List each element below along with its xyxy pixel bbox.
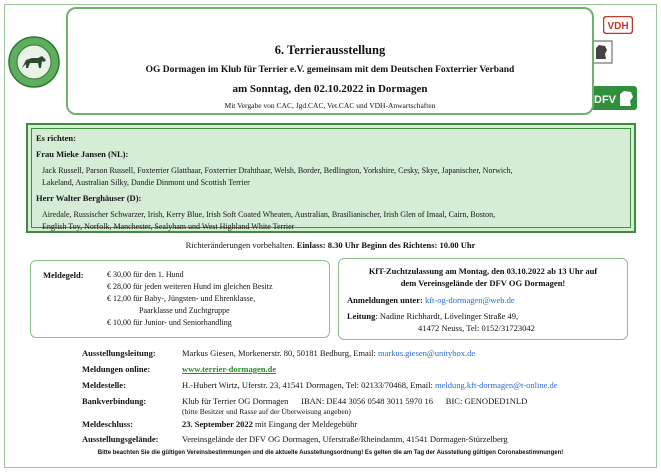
schedule-note: [0, 240, 661, 250]
office-value: [182, 380, 558, 390]
leader-value: : Nadine Richhardt, Lövelinger Straße 49,: [375, 311, 519, 321]
bank-value: Klub für Terrier OG Dormagen IBAN: DE44 3056 0548 3011 5970 16 BIC: GENODED1NLD: [182, 396, 528, 406]
fees-box: [30, 260, 330, 338]
registration-email-link[interactable]: kft-og-dormagen@web.de: [424, 295, 515, 305]
event-date: am Sonntag, den 02.10.2022 in Dormagen: [232, 83, 428, 95]
dfv-logo-icon: [589, 86, 637, 110]
judge2-name: Herr Walter Berghäuser (D):: [36, 193, 142, 203]
vdh-logo-icon: [603, 16, 633, 34]
office-label: Meldestelle:: [82, 380, 126, 390]
footer-note: Bitte beachten Sie die gültigen Vereinsbestimmungen und die aktuelle Ausstellungsordnung! Es gelten die am Tag der Ausstellung gültigen Coronabestimmungen!: [97, 450, 564, 456]
bank-label: Bankverbindung:: [82, 396, 147, 406]
judges-heading: Es richten:: [36, 133, 76, 143]
bank-note: (bitte Besitzer und Rasse auf der Überweisung angeben): [182, 407, 351, 416]
entry-times: Einlass: 8.30 Uhr Beginn des Richtens: 10.00 Uhr: [296, 240, 476, 250]
judge2-breeds-line1: Airedale, Russischer Schwarzer, Irish, Kerry Blue, Irish Soft Coated Wheaten, Australian, Brasilianischer, Irish Glen of Imaal, Cairn, Boston,: [42, 210, 496, 219]
leader-label: Leitung: [347, 311, 376, 321]
vdh-logo-text: VDH: [607, 21, 629, 32]
page-subtitle: OG Dormagen im Klub für Terrier e.V. gemeinsam mit dem Deutschen Foxterrier Verband: [145, 65, 515, 75]
judges-box: [26, 123, 636, 233]
show-lead-value: [182, 348, 475, 358]
office-email-link[interactable]: meldung.kft-dormagen@t-online.de: [435, 380, 558, 390]
judge1-breeds-line2: Lakeland, Australian Silky, Dandie Dinmont und Scottish Terrier: [42, 178, 250, 187]
page-title: 6. Terrierausstellung: [274, 43, 386, 57]
deadline-value: [182, 419, 357, 429]
awards-text: Mit Vergabe von CAC, Jgd.CAC, Vet.CAC und VDH-Anwartschaften: [224, 101, 436, 110]
registration-label: Anmeldungen unter:: [347, 295, 425, 305]
deadline-text: mit Eingang der Meldegebühr: [252, 419, 358, 429]
registration-line: [347, 295, 515, 305]
fee-line: € 10,00 für Junior- und Seniorhandling: [107, 318, 232, 327]
fee-line: € 30,00 für den 1. Hund: [107, 270, 184, 279]
judge1-breeds-line1: Jack Russell, Parson Russell, Foxterrier Glatthaar, Foxterrier Drahthaar, Welsh, Border, Bedlington, Yorkshire, Cesky, Skye, Japanischer, Norwich,: [42, 166, 513, 175]
judge-change-note: Richteränderungen vorbehalten.: [185, 240, 297, 250]
leader-address-line2: 41472 Neuss, Tel: 0152/31723042: [418, 323, 535, 333]
show-lead-text: Markus Giesen, Morkenerstr. 80, 50181 Bedburg, Email:: [182, 348, 379, 358]
show-lead-email-link[interactable]: markus.giesen@unitybox.de: [378, 348, 476, 358]
fees-label: Meldegeld:: [43, 270, 84, 280]
judge1-name: Frau Mieke Jansen (NL):: [36, 149, 129, 159]
deadline-label: Meldeschluss:: [82, 419, 133, 429]
leader-line: [347, 311, 518, 321]
judge2-breeds-line2: English Toy, Norfolk, Manchester, Sealyham und West Highland White Terrier: [42, 222, 295, 231]
breeding-approval-heading-2: dem Vereinsgelände der DFV OG Dormagen!: [400, 278, 566, 288]
venue-value: Vereinsgelände der DFV OG Dormagen, Uferstraße/Rheindamm, 41541 Dormagen-Stürzelberg: [182, 434, 508, 444]
breeding-approval-box: [338, 258, 628, 340]
fee-line: Paarklasse und Zuchtgruppe: [139, 306, 230, 315]
dfv-logo-text: DFV: [594, 94, 616, 106]
fee-line: € 12,00 für Baby-, Jüngsten- und Ehrenklasse,: [107, 294, 256, 303]
header-box: [66, 7, 594, 115]
show-lead-label: Ausstellungsleitung:: [82, 348, 156, 358]
deadline-date: 23. September 2022: [182, 419, 253, 429]
club-logo-icon: [8, 36, 60, 88]
office-text: H.-Hubert Wirtz, Uferstr. 23, 41541 Dormagen, Tel: 02133/70468, Email:: [182, 380, 435, 390]
breeding-approval-heading-1: KfT-Zuchtzulassung am Montag, den 03.10.2022 ab 13 Uhr auf: [368, 266, 598, 276]
website-link[interactable]: www.terrier-dormagen.de: [182, 364, 277, 374]
fee-line: € 28,00 für jeden weiteren Hund im gleichen Besitz: [107, 282, 273, 291]
venue-label: Ausstellungsgelände:: [82, 434, 159, 444]
online-label: Meldungen online:: [82, 364, 151, 374]
